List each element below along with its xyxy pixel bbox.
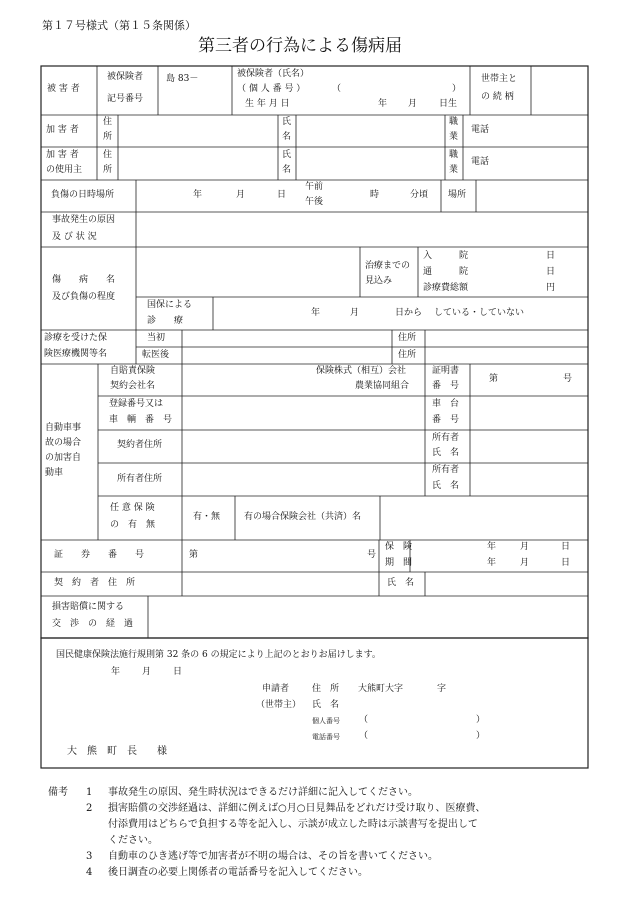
paren-open: （: [332, 84, 342, 94]
prospect-label-2: 見込み: [365, 276, 393, 286]
hospital-addr2-label: 住所: [398, 350, 417, 360]
period-label: 保 険: [385, 542, 413, 552]
remark-number: 2: [86, 803, 93, 814]
emp-phone-label: 電話: [471, 157, 490, 167]
contract-name-label: 氏 名: [387, 578, 415, 588]
perp-name-label-2: 名: [282, 132, 292, 142]
contractor-addr-label: 契約者住所: [117, 440, 163, 450]
inj-hour: 時: [370, 190, 380, 200]
cert-dai: 第: [489, 374, 499, 384]
mynumber-paren-open: （: [359, 715, 369, 725]
period-label-2: 期 間: [385, 558, 413, 568]
outpatient-label: 通 院: [423, 267, 469, 277]
declaration-text: 国民健康保険法施行規則第 32 条の 6 の規定により上記のとおりお届けします。: [56, 650, 381, 660]
remark-number: 3: [86, 851, 93, 862]
owner-name-label-b: 氏 名: [432, 448, 460, 458]
voluntary-label-2: の 有 無: [110, 520, 156, 530]
birth-day: 日生: [439, 99, 458, 109]
contract-addr-label: 契 約 者 住 所: [54, 578, 136, 588]
car-label-2: 番 号: [432, 415, 460, 425]
emp-name-label-2: 名: [282, 165, 292, 175]
period-d1: 日: [561, 542, 571, 552]
decl-aza: 字: [437, 684, 447, 694]
nhi-label: 国保による: [147, 300, 193, 310]
insurer-label-2: 契約会社名: [110, 381, 156, 391]
decl-year: 年: [111, 667, 121, 677]
emp-addr-label: 住: [103, 150, 113, 160]
hospital-label-2: 険医療機関等名: [44, 349, 108, 359]
nhi-month: 月: [350, 308, 360, 318]
perp-job-label-2: 業: [449, 132, 459, 142]
period-y2: 年: [487, 558, 497, 568]
remark-line: 事故発生の原因、発生時状況はできるだけ詳細に記入してください。: [108, 787, 418, 798]
remark-line: 自動車のひき逃げ等で加害者が不明の場合は、その旨を書いてください。: [108, 851, 438, 862]
page-title: 第三者の行為による傷病届: [198, 36, 402, 56]
emp-addr-label-2: 所: [103, 165, 113, 175]
insurer-type: 保険株式（相互）会社: [316, 366, 407, 376]
nhi-status[interactable]: している・していない: [434, 308, 525, 318]
insured-name-label: 被保険者（氏名）: [237, 69, 310, 79]
paren-close: ）: [452, 84, 462, 94]
employer-label: 加 害 者: [46, 150, 79, 160]
insured-no-value[interactable]: 島 83－: [166, 74, 199, 84]
voluntary-label: 任 意 保 険: [110, 503, 155, 513]
cause-label: 事故発生の原因: [52, 215, 116, 225]
inj-month: 月: [236, 190, 246, 200]
remark-line: 付添費用はどちらで負担する等を記入し、示談が成立した時は示談書写を提出して: [108, 819, 478, 830]
inpatient-day: 日: [546, 251, 556, 261]
prospect-label: 治療までの: [365, 261, 411, 271]
decl-phone-label: 電話番号: [312, 733, 340, 741]
auto-label-3: の加害自: [45, 453, 82, 463]
voluntary-choice[interactable]: 有・無: [193, 512, 221, 522]
cert-go: 号: [563, 374, 573, 384]
perp-addr-label-2: 所: [103, 132, 113, 142]
owner-name-label: 所有者: [432, 433, 460, 443]
phone-paren-open: （: [359, 731, 369, 741]
decl-month: 月: [142, 667, 152, 677]
household-label-2: の 続 柄: [481, 92, 514, 102]
negotiation-label: 損害賠償に関する: [52, 602, 125, 612]
negotiation-label-2: 交 渉 の 経 過: [52, 619, 134, 629]
policy-go: 号: [367, 550, 377, 560]
policy-label: 証 券 番 号: [54, 550, 145, 560]
period-y1: 年: [487, 542, 497, 552]
decl-day: 日: [173, 667, 183, 677]
injury-datetime-label: 負傷の日時場所: [51, 190, 115, 200]
inj-place-label: 場所: [448, 190, 467, 200]
period-m2: 月: [520, 558, 530, 568]
applicant-label: 申請者: [262, 684, 290, 694]
inj-am[interactable]: 午前: [305, 182, 324, 192]
cert-label: 証明書: [432, 366, 460, 376]
nhi-label-2: 診 療: [147, 316, 184, 326]
hospital-addr1-label: 住所: [398, 333, 417, 343]
nhi-year: 年: [311, 308, 321, 318]
birth-year: 年: [378, 99, 388, 109]
perp-phone-label: 電話: [471, 125, 490, 135]
owner-name-2-label: 所有者: [432, 465, 460, 475]
hospital-after-label: 転医後: [142, 350, 170, 360]
birth-month: 月: [408, 99, 418, 109]
perpetrator-label: 加 害 者: [46, 125, 79, 135]
total-cost-label: 診療費総額: [423, 283, 469, 293]
outpatient-day: 日: [546, 267, 556, 277]
mynumber-paren-close: ）: [476, 715, 486, 725]
insured-no-label-2: 記号番号: [107, 94, 144, 104]
injury-name-label: 傷 病 名: [52, 275, 116, 285]
insurer-type-2: 農業協同組合: [355, 381, 410, 391]
perp-addr-label: 住: [103, 117, 113, 127]
policy-dai: 第: [189, 550, 199, 560]
auto-label-4: 動車: [45, 468, 64, 478]
auto-label-2: 故の場合: [45, 438, 82, 448]
reg-label-2: 車 輌 番 号: [109, 415, 173, 425]
inj-minute: 分頃: [410, 190, 429, 200]
mynumber-label: （ 個 人 番 号 ）: [237, 84, 306, 94]
inj-pm[interactable]: 午後: [305, 197, 324, 207]
nhi-from: 日から: [395, 308, 423, 318]
householder-label: （世帯主）: [256, 700, 302, 710]
decl-name-label: 氏 名: [312, 700, 340, 710]
remark-number: 4: [86, 867, 93, 878]
voluntary-company-label: 有の場合保険会社（共済）名: [244, 512, 362, 522]
period-d2: 日: [561, 558, 571, 568]
remark-line: ください。: [108, 835, 158, 846]
hospital-label: 診療を受けた保: [44, 333, 108, 343]
period-m1: 月: [520, 542, 530, 552]
insurer-label: 自賠責保険: [110, 366, 156, 376]
owner-name-2-label-b: 氏 名: [432, 481, 460, 491]
emp-job-label: 職: [449, 150, 459, 160]
cert-label-2: 番 号: [432, 381, 460, 391]
birthdate-label: 生 年 月 日: [245, 99, 290, 109]
inj-day: 日: [277, 190, 287, 200]
employer-label-2: の使用主: [46, 165, 83, 175]
hospital-first-label: 当初: [147, 333, 166, 343]
inj-year: 年: [193, 190, 203, 200]
emp-name-label: 氏: [282, 150, 292, 160]
remark-line: 後日調査の必要上関係者の電話番号を記入してください。: [108, 867, 368, 878]
insured-no-label: 被保険者: [107, 72, 144, 82]
yen-label: 円: [546, 283, 556, 293]
inpatient-label: 入 院: [423, 251, 469, 261]
decl-addr-label: 住 所: [312, 684, 340, 694]
remarks-label: 備考: [48, 787, 68, 798]
mayor-addressee: 大 熊 町 長 様: [67, 746, 167, 757]
emp-job-label-2: 業: [449, 165, 459, 175]
reg-label: 登録番号又は: [109, 399, 164, 409]
phone-paren-close: ）: [476, 731, 486, 741]
remark-number: 1: [86, 787, 93, 798]
decl-mynumber-label: 個人番号: [312, 717, 340, 725]
perp-name-label: 氏: [282, 117, 292, 127]
remark-line: 損害賠償の交渉経過は、詳細に例えば○月○日見舞品をどれだけ受け取り、医療費、: [108, 803, 486, 814]
victim-label: 被 害 者: [47, 84, 80, 94]
owner-addr-label: 所有者住所: [117, 474, 163, 484]
car-label: 車 台: [432, 399, 460, 409]
auto-label: 自動車事: [45, 423, 82, 433]
form-number: 第１７号様式（第１５条関係）: [42, 19, 196, 32]
decl-addr-value: 大熊町大字: [358, 684, 404, 694]
household-label: 世帯主と: [481, 74, 518, 84]
injury-degree-label: 及び負傷の程度: [52, 292, 116, 302]
cause-label-2: 及 び 状 況: [52, 232, 97, 242]
perp-job-label: 職: [449, 117, 459, 127]
